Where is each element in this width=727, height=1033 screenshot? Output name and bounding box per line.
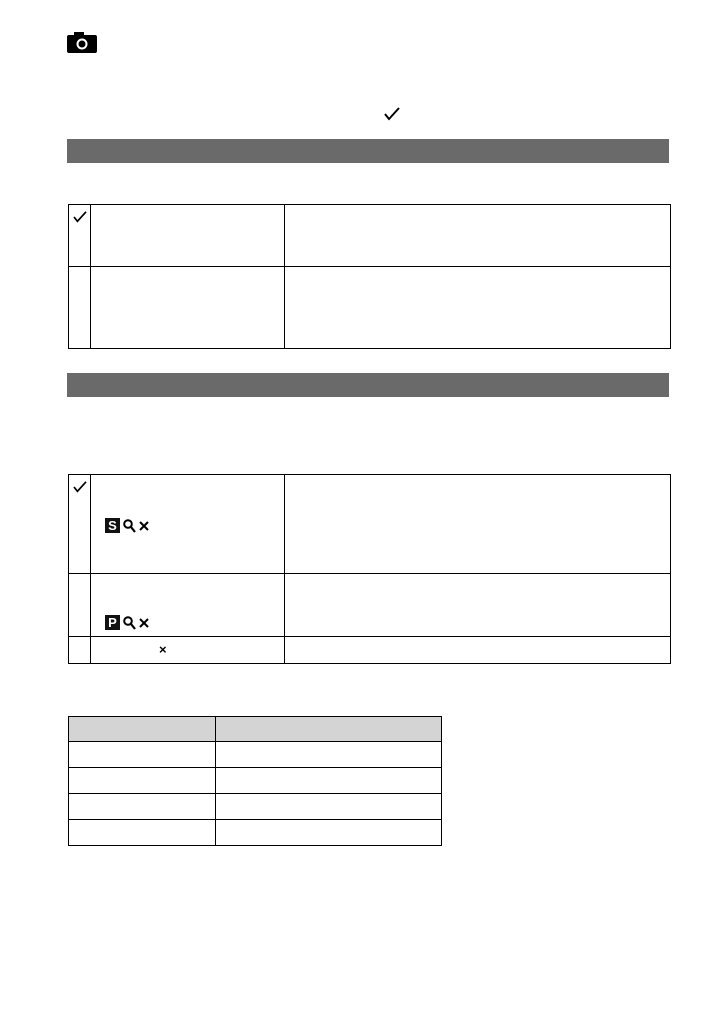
checkmark-icon (384, 107, 400, 121)
table-cell (69, 794, 216, 820)
option-cell (91, 574, 285, 637)
options-table-1 (68, 204, 671, 349)
description-cell (285, 574, 671, 637)
header-cell (216, 717, 442, 742)
x-icon (139, 618, 149, 628)
option-cell (91, 205, 285, 267)
table-row (69, 768, 442, 794)
table-cell (216, 820, 442, 846)
header-cell (69, 717, 216, 742)
table-cell (216, 742, 442, 768)
table-row (69, 742, 442, 768)
section-header-bar-1 (67, 139, 669, 163)
description-cell (285, 475, 671, 574)
table-row[interactable] (69, 637, 671, 664)
section-header-bar-2 (67, 373, 669, 397)
default-cell (69, 637, 91, 664)
table-row[interactable] (69, 205, 671, 267)
x-icon: × (159, 642, 167, 657)
table-cell (216, 794, 442, 820)
mode-icon-group (105, 615, 149, 630)
checkmark-icon (73, 211, 87, 223)
table-cell (69, 820, 216, 846)
description-cell (285, 205, 671, 267)
option-cell (91, 475, 285, 574)
checkmark-icon (73, 481, 87, 493)
table-cell (216, 768, 442, 794)
options-table-2 (68, 474, 671, 664)
table-cell (69, 742, 216, 768)
mode-p-icon: P (105, 615, 120, 630)
table-row (69, 820, 442, 846)
option-cell (91, 267, 285, 349)
default-cell (69, 475, 91, 574)
default-cell (69, 574, 91, 637)
summary-table (68, 716, 442, 846)
option-cell (91, 637, 285, 664)
camera-icon (67, 31, 97, 53)
table-row (69, 794, 442, 820)
table-cell (69, 768, 216, 794)
table-row[interactable] (69, 267, 671, 349)
magnifier-icon (123, 519, 136, 533)
table-row[interactable] (69, 574, 671, 637)
x-icon (139, 521, 149, 531)
default-cell (69, 205, 91, 267)
magnifier-icon (123, 616, 136, 630)
table-header-row (69, 717, 442, 742)
mode-icon-group (105, 518, 149, 533)
description-cell (285, 637, 671, 664)
mode-s-icon: S (105, 518, 120, 533)
table-row[interactable] (69, 475, 671, 574)
default-cell (69, 267, 91, 349)
description-cell (285, 267, 671, 349)
